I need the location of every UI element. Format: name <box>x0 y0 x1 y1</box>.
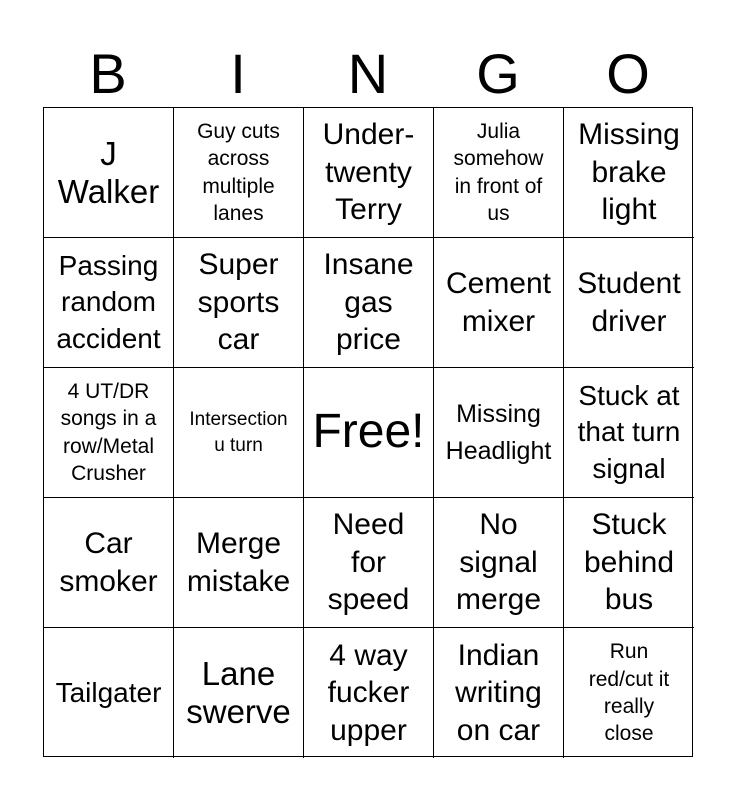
bingo-board <box>43 107 693 757</box>
bingo-cell[interactable]: Under- twenty Terry <box>304 108 434 238</box>
bingo-cell[interactable]: Lane swerve <box>174 628 304 758</box>
bingo-cell[interactable]: Student driver <box>564 238 694 368</box>
header-letter-n: N <box>347 42 389 105</box>
bingo-cell[interactable]: 4 UT/DR songs in a row/Metal Crusher <box>44 368 174 498</box>
bingo-cell[interactable]: Merge mistake <box>174 498 304 628</box>
bingo-cell[interactable]: Super sports car <box>174 238 304 368</box>
bingo-cell[interactable]: Guy cuts across multiple lanes <box>174 108 304 238</box>
bingo-cell[interactable]: No signal merge <box>434 498 564 628</box>
free-space-cell[interactable]: Free! <box>304 368 434 498</box>
bingo-cell[interactable]: Cement mixer <box>434 238 564 368</box>
bingo-cell[interactable]: J Walker <box>44 108 174 238</box>
bingo-cell[interactable]: 4 way fucker upper <box>304 628 434 758</box>
bingo-header <box>43 40 693 108</box>
bingo-cell[interactable]: Stuck at that turn signal <box>564 368 694 498</box>
bingo-cell[interactable]: Julia somehow in front of us <box>434 108 564 238</box>
bingo-cell[interactable]: Missing brake light <box>564 108 694 238</box>
header-letter-b: B <box>89 42 127 105</box>
bingo-cell[interactable]: Intersection u turn <box>174 368 304 498</box>
bingo-cell[interactable]: Passing random accident <box>44 238 174 368</box>
header-letter-i: I <box>230 42 246 105</box>
bingo-cell[interactable]: Indian writing on car <box>434 628 564 758</box>
bingo-cell[interactable]: Run red/cut it really close <box>588 640 670 746</box>
bingo-cell[interactable]: Stuck behind bus <box>564 498 694 628</box>
header-letter-o: O <box>606 42 650 105</box>
bingo-cell[interactable]: Tailgater <box>44 628 174 758</box>
header-letter-g: G <box>476 42 520 105</box>
bingo-cell[interactable]: Insane gas price <box>304 238 434 368</box>
bingo-cell[interactable]: Missing Headlight <box>434 368 564 498</box>
bingo-cell[interactable]: Car smoker <box>44 498 174 628</box>
bingo-cell[interactable]: Need for speed <box>304 498 434 628</box>
